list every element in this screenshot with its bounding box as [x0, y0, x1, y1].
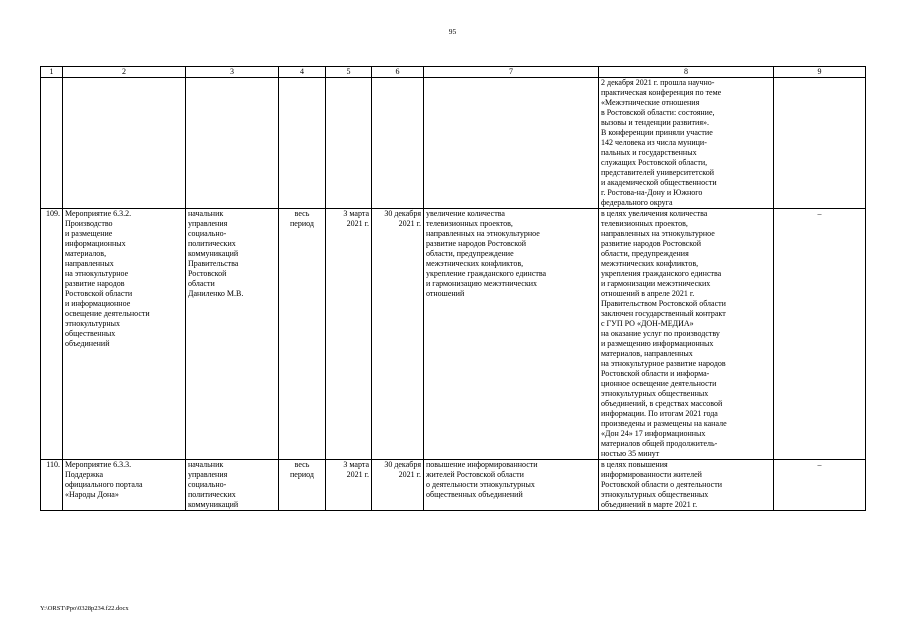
note-cell: – [774, 460, 866, 511]
end-date-cell [372, 78, 424, 209]
expected-result-cell: повышение информированности жителей Ростовской области о деятельности этнокультурных общественных объединений [424, 460, 599, 511]
row-number: 110. [41, 460, 63, 511]
column-header: 8 [599, 67, 774, 78]
table-row [41, 460, 866, 511]
column-header: 9 [774, 67, 866, 78]
file-path-footer: Y:\ORST\Ppo\0328p234.f22.docx [40, 605, 129, 612]
expected-result-cell: увеличение количества телевизионных проектов, направленных на этнокультурное развитие народов Ростовской области, предупреждение межэтнических конфликтов, укрепление гражданского единства и гармонизацию межэтнических отношений [424, 209, 599, 460]
column-number-row [41, 67, 866, 78]
column-header: 4 [279, 67, 326, 78]
table-row [41, 209, 866, 460]
column-header: 3 [186, 67, 279, 78]
page-number: 95 [448, 27, 457, 36]
actual-result-cell: в целях увеличения количества телевизионных проектов, направленных на этнокультурное развитие народов Ростовской области, предупреждения межэтнических конфликтов, укрепления гражданского единства и гармонизации межэтнических отношений в апреле 2021 г. Правительством Ростовской области заключен государственный контракт с ГУП РО «ДОН-МЕДИА» на оказание услуг по производству и размещению информационных материалов, направленных на этнокультурное развитие народов Ростовской области и информа- ционное освещение деятельности этнокультурных общественных объединений, в средствах массовой информации. По итогам 2021 года произведены и размещены на канале «Дон 24» 17 информационных материалов общей продолжитель- ностью 35 минут [599, 209, 774, 460]
expected-result-cell [424, 78, 599, 209]
column-header: 5 [326, 67, 372, 78]
table-row [41, 78, 866, 209]
start-date-cell: 3 марта 2021 г. [326, 209, 372, 460]
responsible-cell: начальник управления социально- политических коммуникаций Правительства Ростовской области Даниленко М.В. [186, 209, 279, 460]
column-header: 7 [424, 67, 599, 78]
actual-result-cell: 2 декабря 2021 г. прошла научно- практическая конференция по теме «Межэтнические отношения в Ростовской области: состояние, вызовы и тенденции развития». В конференции приняли участие 142 человека из числа муници- пальных и государственных служащих Ростовской области, представителей университетской и академической общественности г. Ростова-на-Дону и Южного федерального округа [599, 78, 774, 209]
end-date-cell: 30 декабря 2021 г. [372, 460, 424, 511]
column-header: 2 [63, 67, 186, 78]
event-cell: Мероприятие 6.3.3. Поддержка официального портала «Народы Дона» [63, 460, 186, 511]
column-header: 6 [372, 67, 424, 78]
note-cell [774, 78, 866, 209]
report-table [40, 66, 866, 511]
end-date-cell: 30 декабря 2021 г. [372, 209, 424, 460]
actual-result-cell: в целях повышения информированности жителей Ростовской области о деятельности этнокультурных общественных объединений в марте 2021 г. [599, 460, 774, 511]
period-cell [279, 78, 326, 209]
responsible-cell: начальник управления социально- политических коммуникаций [186, 460, 279, 511]
column-header: 1 [41, 67, 63, 78]
event-cell [63, 78, 186, 209]
period-cell: весь период [279, 209, 326, 460]
responsible-cell [186, 78, 279, 209]
row-number: 109. [41, 209, 63, 460]
note-cell: – [774, 209, 866, 460]
period-cell: весь период [279, 460, 326, 511]
event-cell: Мероприятие 6.3.2. Производство и размещение информационных материалов, направленных на этнокультурное развитие народов Ростовской области и информационное освещение деятельности этнокультурных общественных объединений [63, 209, 186, 460]
start-date-cell [326, 78, 372, 209]
row-number [41, 78, 63, 209]
start-date-cell: 3 марта 2021 г. [326, 460, 372, 511]
